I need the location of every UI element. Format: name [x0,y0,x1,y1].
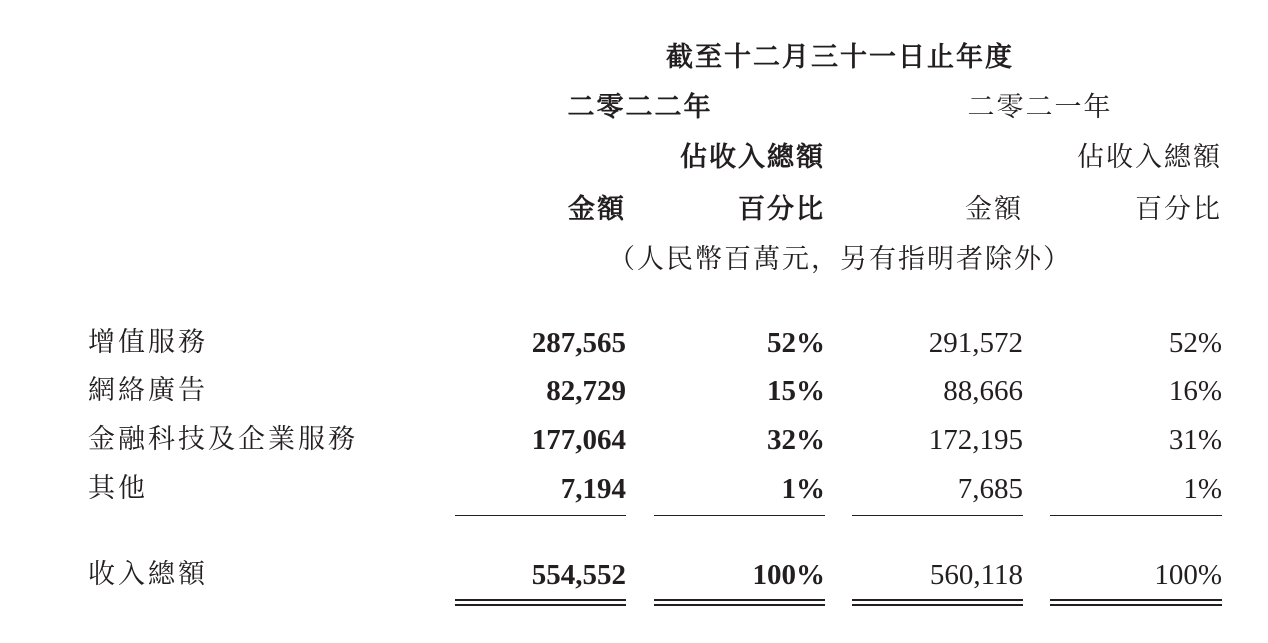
total-amount-2021: 560,118 [929,559,1023,591]
unit-note: （人民幣百萬元，另有指明者除外） [608,244,1072,275]
amount-2022-cell: 82,729 [546,375,626,407]
percent-2022-heading: 百分比 [738,194,825,225]
pct-2021-cell: 31% [1168,424,1222,456]
total-pct-2022: 100% [752,559,825,591]
pct-2021-cell: 16% [1168,375,1222,407]
pct-of-revenue-2021-heading: 佔收入總額 [1077,142,1222,173]
pct-of-revenue-2022-heading: 佔收入總額 [680,142,825,173]
amount-2021-cell: 88,666 [943,375,1023,407]
pct-2022-cell: 15% [767,375,825,407]
year-2022-heading: 二零二二年 [567,92,713,123]
subtotal-rule [455,515,626,516]
pct-2021-cell: 1% [1183,473,1222,505]
subtotal-rule [1050,515,1222,516]
amount-2022-heading: 金額 [568,194,626,225]
percent-2021-heading: 百分比 [1135,194,1222,225]
subtotal-rule [654,515,825,516]
total-label: 收入總額 [88,559,208,590]
pct-2022-cell: 32% [767,424,825,456]
amount-2022-cell: 7,194 [560,473,626,505]
amount-2022-cell: 287,565 [531,327,626,359]
subtotal-rule [852,515,1023,516]
amount-2022-cell: 177,064 [531,424,626,456]
pct-2022-cell: 52% [767,327,825,359]
total-double-rule [654,599,825,606]
total-pct-2021: 100% [1154,559,1222,591]
total-amount-2022: 554,552 [531,559,626,591]
row-label: 網絡廣告 [88,375,208,406]
total-double-rule [1050,599,1222,606]
amount-2021-cell: 291,572 [928,327,1023,359]
amount-2021-cell: 172,195 [928,424,1023,456]
total-double-rule [852,599,1023,606]
total-double-rule [455,599,626,606]
row-label: 增值服務 [88,327,208,358]
row-label: 金融科技及企業服務 [88,424,358,455]
amount-2021-heading: 金額 [965,194,1023,225]
pct-2022-cell: 1% [781,473,825,505]
period-heading: 截至十二月三十一日止年度 [666,42,1014,73]
amount-2021-cell: 7,685 [957,473,1023,505]
year-2021-heading: 二零二一年 [967,92,1113,123]
pct-2021-cell: 52% [1168,327,1222,359]
row-label: 其他 [88,473,148,504]
